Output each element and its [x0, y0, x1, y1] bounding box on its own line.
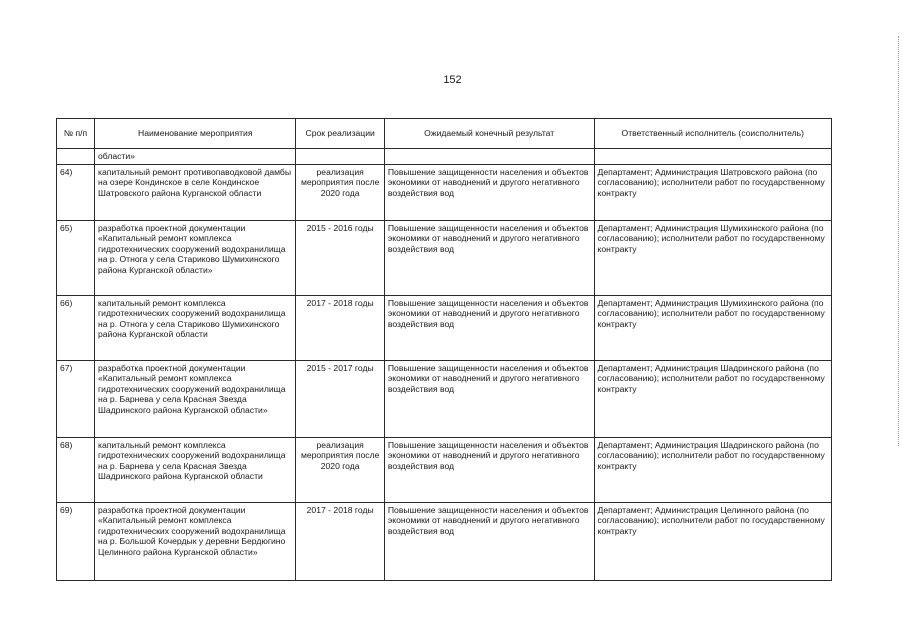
cell-executor: Департамент; Администрация Шатровского района (по согласованию); исполнители работ по государственному контракту — [594, 164, 831, 220]
cell-result: Повышение защищенности населения и объектов экономики от наводнений и другого негативного воздействия вод — [384, 437, 594, 502]
table-row — [57, 502, 832, 580]
header-executor: Ответственный исполнитель (соисполнитель) — [594, 119, 831, 149]
activities-table — [56, 118, 832, 581]
cell-num — [57, 149, 95, 165]
table-header-row — [57, 119, 832, 149]
cell-term — [296, 149, 384, 165]
cell-term: реализация мероприятия после 2020 года — [296, 164, 384, 220]
cell-term: реализация мероприятия после 2020 года — [296, 437, 384, 502]
cell-executor — [594, 149, 831, 165]
cell-name: капитальный ремонт комплекса гидротехнических сооружений водохранилища на р. Барнева у села Красная Звезда Шадринского района Курганской области — [95, 437, 296, 502]
cell-num: 68) — [57, 437, 95, 502]
cell-executor: Департамент; Администрация Шумихинского района (по согласованию); исполнители работ по государственному контракту — [594, 295, 831, 360]
cell-result — [384, 149, 594, 165]
cell-term: 2017 - 2018 годы — [296, 502, 384, 580]
cell-num: 69) — [57, 502, 95, 580]
page-number: 152 — [443, 74, 462, 86]
cell-num: 65) — [57, 220, 95, 295]
cell-result: Повышение защищенности населения и объектов экономики от наводнений и другого негативного воздействия вод — [384, 502, 594, 580]
cell-result: Повышение защищенности населения и объектов экономики от наводнений и другого негативного воздействия вод — [384, 295, 594, 360]
table-row — [57, 164, 832, 220]
header-result: Ожидаемый конечный результат — [384, 119, 594, 149]
header-num: № п/п — [57, 119, 95, 149]
cell-term: 2015 - 2016 годы — [296, 220, 384, 295]
scan-edge-marks — [895, 36, 899, 446]
cell-name: капитальный ремонт комплекса гидротехнических сооружений водохранилища на р. Отнога у села Стариково Шумихинского района Курганской области — [95, 295, 296, 360]
table-row — [57, 360, 832, 437]
table-row — [57, 295, 832, 360]
cell-executor: Департамент; Администрация Шадринского района (по согласованию); исполнители работ по государственному контракту — [594, 437, 831, 502]
table-row — [57, 220, 832, 295]
cell-name: разработка проектной документации «Капитальный ремонт комплекса гидротехнических сооружений водохранилища на р. Отнога у села Стариково Шумихинского района Курганской области» — [95, 220, 296, 295]
cell-name: разработка проектной документации «Капитальный ремонт комплекса гидротехнических сооружений водохранилища на р. Барнева у села Красная Звезда Шадринского района Курганской области» — [95, 360, 296, 437]
cell-name: капитальный ремонт противопаводковой дамбы на озере Кондинское в селе Кондинское Шатровского района Курганской области — [95, 164, 296, 220]
cell-num: 67) — [57, 360, 95, 437]
cell-executor: Департамент; Администрация Целинного района (по согласованию); исполнители работ по государственному контракту — [594, 502, 831, 580]
cell-result: Повышение защищенности населения и объектов экономики от наводнений и другого негативного воздействия вод — [384, 360, 594, 437]
cell-name: области» — [95, 149, 296, 165]
header-name: Наименование мероприятия — [95, 119, 296, 149]
cell-term: 2017 - 2018 годы — [296, 295, 384, 360]
cell-executor: Департамент; Администрация Шумихинского района (по согласованию); исполнители работ по государственному контракту — [594, 220, 831, 295]
cell-term: 2015 - 2017 годы — [296, 360, 384, 437]
cell-name: разработка проектной документации «Капитальный ремонт комплекса гидротехнических сооружений водохранилища на р. Большой Кочердык у деревни Бердюгино Целинного района Курганской области» — [95, 502, 296, 580]
cell-result: Повышение защищенности населения и объектов экономики от наводнений и другого негативного воздействия вод — [384, 164, 594, 220]
cell-executor: Департамент; Администрация Шадринского района (по согласованию); исполнители работ по государственному контракту — [594, 360, 831, 437]
header-term: Срок реализации — [296, 119, 384, 149]
table-row — [57, 437, 832, 502]
cell-num: 64) — [57, 164, 95, 220]
cell-num: 66) — [57, 295, 95, 360]
table-row-continuation — [57, 149, 832, 165]
cell-result: Повышение защищенности населения и объектов экономики от наводнений и другого негативного воздействия вод — [384, 220, 594, 295]
